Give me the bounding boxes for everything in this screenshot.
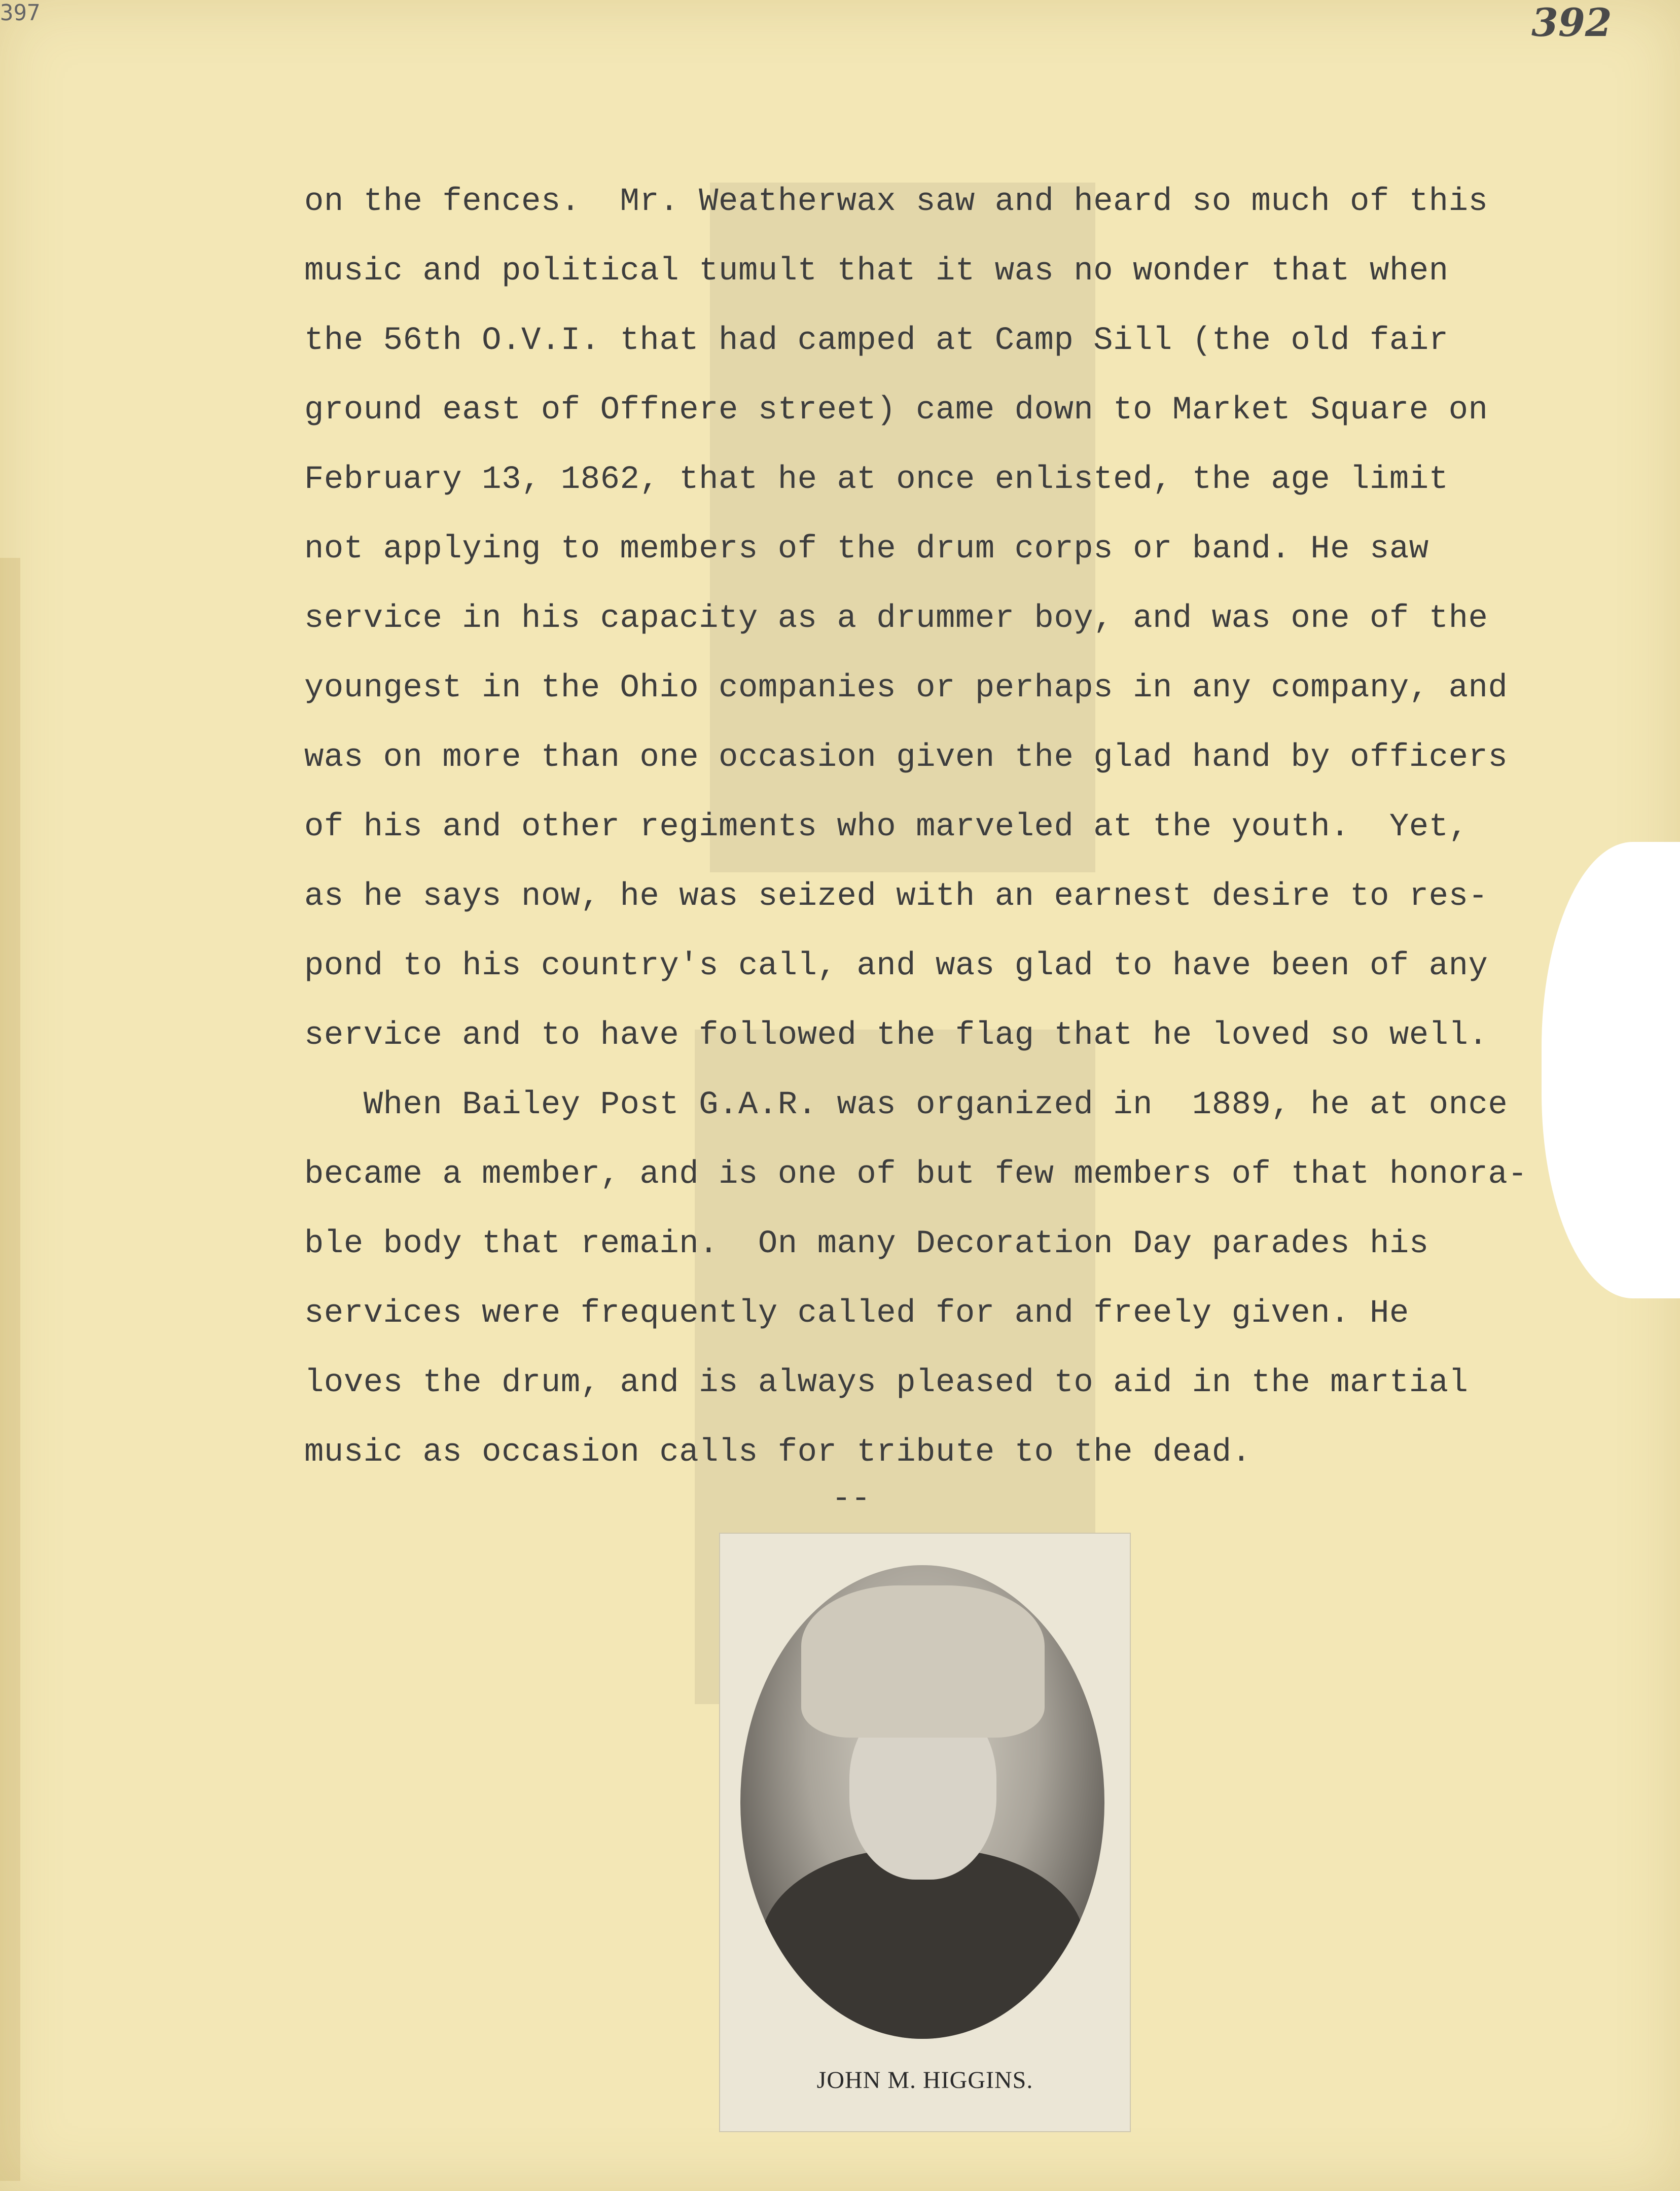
typed-text-body xyxy=(304,167,1547,1488)
text-line: services were frequently called for and freely given. He xyxy=(304,1295,1409,1332)
photo-caption: JOHN M. HIGGINS. xyxy=(816,2067,1033,2094)
text-line: of his and other regiments who marveled at the youth. Yet, xyxy=(304,809,1469,845)
text-line: When Bailey Post G.A.R. was organized in 1889, he at once xyxy=(304,1087,1508,1123)
paper-stain xyxy=(0,558,20,2181)
text-line: became a member, and is one of but few members of that honora- xyxy=(304,1156,1528,1193)
text-line: as he says now, he was seized with an earnest desire to res- xyxy=(304,878,1488,915)
text-line: music and political tumult that it was no wonder that when xyxy=(304,253,1449,290)
text-line: service and to have followed the flag that he loved so well. xyxy=(304,1017,1488,1054)
page-number: 392 xyxy=(1531,0,1612,45)
text-line: February 13, 1862, that he at once enlisted, the age limit xyxy=(304,462,1449,498)
text-line: ground east of Offnere street) came down to Market Square on xyxy=(304,392,1488,429)
text-line: service in his capacity as a drummer boy, and was one of the xyxy=(304,600,1488,637)
text-line: not applying to members of the drum corps or band. He saw xyxy=(304,531,1429,568)
text-line: youngest in the Ohio companies or perhaps in any company, and xyxy=(304,670,1508,706)
text-line: ble body that remain. On many Decoration Day parades his xyxy=(304,1226,1429,1262)
corner-page-mark: 397 xyxy=(0,0,41,26)
text-line: music as occasion calls for tribute to the dead. xyxy=(304,1434,1252,1471)
section-separator: -- xyxy=(832,1481,871,1517)
hat-shape xyxy=(801,1585,1045,1738)
text-line: on the fences. Mr. Weatherwax saw and heard so much of this xyxy=(304,184,1488,220)
text-line: pond to his country's call, and was glad to have been of any xyxy=(304,948,1488,984)
newspaper-photo-clipping xyxy=(719,1533,1131,2132)
portrait-photo xyxy=(740,1565,1104,2039)
text-line: was on more than one occasion given the glad hand by officers xyxy=(304,739,1508,776)
text-line: loves the drum, and is always pleased to aid in the martial xyxy=(304,1365,1469,1401)
text-line: the 56th O.V.I. that had camped at Camp Sill (the old fair xyxy=(304,323,1449,359)
